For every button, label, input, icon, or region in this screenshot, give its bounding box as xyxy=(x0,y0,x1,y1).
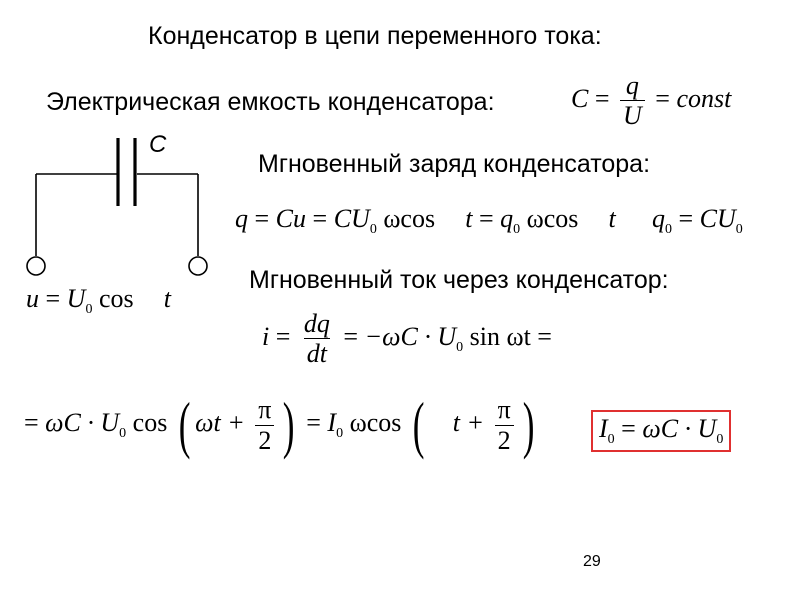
capacitor-label: C xyxy=(149,131,167,158)
page-number: 29 xyxy=(583,553,601,570)
cont-two: 2 xyxy=(255,425,274,454)
left-terminal xyxy=(27,257,45,275)
cont-two2: 2 xyxy=(495,425,514,454)
cont-b-sub: 0 xyxy=(336,425,344,441)
current-amplitude-box xyxy=(591,410,731,452)
cont-paren-right: ) xyxy=(283,389,295,460)
capacitor-circuit-diagram xyxy=(0,120,240,290)
current-expr-fn: sin ωt xyxy=(469,321,531,351)
cont-fraction2 xyxy=(495,396,514,454)
cont-a-fn: cos xyxy=(132,407,168,437)
cont-b: I xyxy=(327,407,337,437)
current-eq2: = xyxy=(343,321,359,351)
current-den: dt xyxy=(304,338,330,367)
charge-amp-eq: = xyxy=(678,204,694,233)
cont-eq1: = xyxy=(24,407,39,437)
cont-paren-left: ( xyxy=(178,389,191,460)
boxed-lhs: I xyxy=(599,414,608,443)
charge-cu0: CU xyxy=(333,204,370,233)
cont-paren-right2: ) xyxy=(522,389,535,460)
current-expr-sub: 0 xyxy=(456,339,464,355)
charge-amp-rhs: CU xyxy=(699,204,736,233)
charge-eq2: = xyxy=(312,204,328,233)
boxed-eq: = xyxy=(621,414,636,443)
voltage-fn: cos xyxy=(98,284,134,313)
current-num: dq xyxy=(303,309,330,338)
charge-eq3: = xyxy=(478,204,494,233)
current-formula xyxy=(262,310,552,368)
charge-amp-lhs-sub: 0 xyxy=(665,222,672,237)
cont-fraction1 xyxy=(255,396,274,454)
charge-label: Мгновенный заряд конденсатора: xyxy=(258,150,651,178)
voltage-eq: = xyxy=(45,284,61,313)
capacitance-eq2: = xyxy=(655,83,670,113)
capacitance-den: U xyxy=(620,100,645,129)
charge-t1: t xyxy=(465,204,473,233)
current-eq3: = xyxy=(537,321,552,351)
charge-formula xyxy=(235,204,616,238)
capacitance-fraction xyxy=(620,72,645,130)
voltage-amp: U xyxy=(66,284,86,313)
boxed-rhs: ωC · U xyxy=(642,414,717,443)
current-expr: −ωC · U xyxy=(364,321,457,351)
charge-t2: t xyxy=(608,204,616,233)
charge-amp-lhs: q xyxy=(652,204,665,233)
charge-cos1: ωcos xyxy=(383,204,436,233)
capacitance-label: Электрическая емкость конденсатора: xyxy=(46,88,495,116)
capacitance-rhs: const xyxy=(676,83,732,113)
current-label: Мгновенный ток через конденсатор: xyxy=(249,266,669,294)
charge-eq1: = xyxy=(254,204,270,233)
current-eq1: = xyxy=(275,321,291,351)
capacitance-lhs: C xyxy=(571,83,589,113)
cont-pi: π xyxy=(258,395,272,425)
voltage-formula xyxy=(26,284,171,318)
boxed-rhs-sub: 0 xyxy=(716,432,724,447)
charge-amp-rhs-sub: 0 xyxy=(735,222,743,237)
capacitance-eq: = xyxy=(594,83,610,113)
cont-inner2: t + xyxy=(452,407,485,437)
voltage-lhs: u xyxy=(26,284,39,313)
cont-paren-left2: ( xyxy=(412,389,425,460)
voltage-var: t xyxy=(163,284,171,313)
charge-amplitude-formula xyxy=(652,204,743,238)
cont-a: ωC · U xyxy=(45,407,120,437)
boxed-lhs-sub: 0 xyxy=(607,432,615,447)
voltage-amp-sub: 0 xyxy=(85,302,93,317)
cont-pi2: π xyxy=(497,395,511,425)
capacitance-num: q xyxy=(625,71,639,100)
charge-cos2: ωcos xyxy=(526,204,579,233)
capacitance-formula xyxy=(571,72,731,130)
current-continued-formula xyxy=(24,389,539,460)
charge-q0-sub: 0 xyxy=(513,222,521,237)
cont-a-sub: 0 xyxy=(119,425,127,441)
cont-b-fn: ωcos xyxy=(349,407,402,437)
charge-q0: q xyxy=(500,204,514,233)
charge-cu0-sub: 0 xyxy=(369,222,377,237)
cont-eq2: = xyxy=(306,407,321,437)
right-terminal xyxy=(189,257,207,275)
charge-q: q xyxy=(235,204,248,233)
cont-inner1: ωt + xyxy=(195,407,245,437)
charge-cu: Cu xyxy=(275,204,307,233)
current-i: i xyxy=(262,321,270,351)
current-fraction xyxy=(301,310,333,368)
slide-title: Конденсатор в цепи переменного тока: xyxy=(148,22,602,50)
